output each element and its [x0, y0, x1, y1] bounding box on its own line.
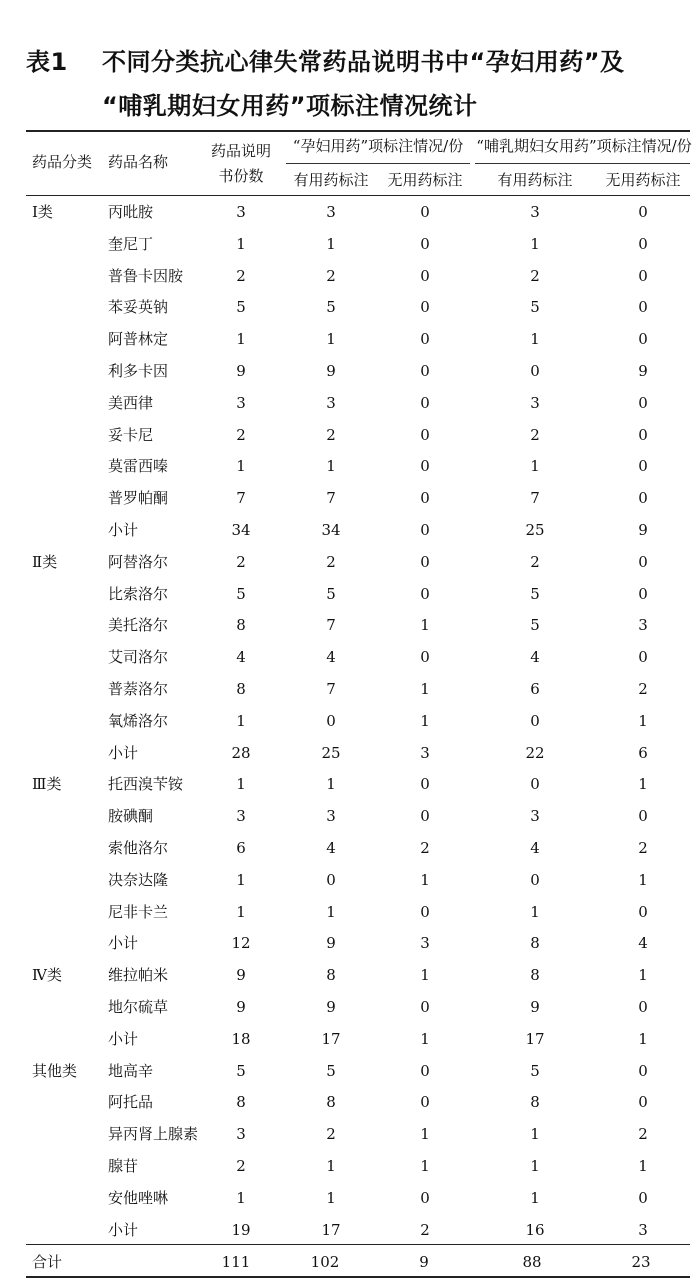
- category-cell: Ⅱ类: [32, 553, 58, 571]
- preg-labeled-cell: 2: [326, 1125, 336, 1143]
- preg-labeled-cell: 17: [321, 1221, 341, 1239]
- preg-labeled-cell: 4: [326, 839, 336, 857]
- preg-unlabeled-cell: 0: [420, 362, 430, 380]
- preg-unlabeled-cell: 1: [420, 871, 430, 889]
- lact-labeled-cell: 1: [530, 903, 540, 921]
- lact-labeled-cell: 0: [530, 775, 540, 793]
- drug-name-cell: 胺碘酮: [108, 807, 154, 825]
- preg-unlabeled-cell: 0: [420, 998, 430, 1016]
- count-cell: 5: [236, 298, 246, 316]
- drug-name-cell: 美西律: [108, 394, 154, 412]
- header-category: 药品分类: [32, 153, 93, 171]
- total-lact-unlabeled: 23: [631, 1253, 651, 1271]
- lactation-group-rule: [475, 163, 690, 164]
- preg-unlabeled-cell: 3: [420, 744, 430, 762]
- lact-labeled-cell: 1: [530, 330, 540, 348]
- count-cell: 4: [236, 648, 246, 666]
- table-caption: [26, 40, 696, 128]
- count-cell: 7: [236, 489, 246, 507]
- drug-name-cell: 小计: [108, 1030, 139, 1048]
- lact-labeled-cell: 16: [525, 1221, 545, 1239]
- drug-name-cell: 小计: [108, 744, 139, 762]
- count-cell: 5: [236, 585, 246, 603]
- preg-labeled-cell: 1: [326, 775, 336, 793]
- lact-unlabeled-cell: 9: [638, 362, 648, 380]
- lact-unlabeled-cell: 6: [638, 744, 648, 762]
- lact-unlabeled-cell: 4: [638, 934, 648, 952]
- lact-labeled-cell: 4: [530, 839, 540, 857]
- count-cell: 8: [236, 680, 246, 698]
- lact-unlabeled-cell: 0: [638, 457, 648, 475]
- lact-unlabeled-cell: 0: [638, 553, 648, 571]
- lact-labeled-cell: 1: [530, 1189, 540, 1207]
- lact-unlabeled-cell: 0: [638, 489, 648, 507]
- preg-unlabeled-cell: 0: [420, 553, 430, 571]
- header-count-line1: 药品说明: [210, 142, 272, 160]
- drug-name-cell: 莫雷西嗪: [108, 457, 169, 475]
- count-cell: 3: [236, 1125, 246, 1143]
- preg-unlabeled-cell: 1: [420, 1030, 430, 1048]
- lact-labeled-cell: 25: [525, 521, 545, 539]
- lact-labeled-cell: 22: [525, 744, 545, 762]
- count-cell: 3: [236, 394, 246, 412]
- lact-unlabeled-cell: 0: [638, 585, 648, 603]
- preg-unlabeled-cell: 0: [420, 1062, 430, 1080]
- count-cell: 18: [231, 1030, 251, 1048]
- lact-unlabeled-cell: 0: [638, 1189, 648, 1207]
- preg-labeled-cell: 8: [326, 1093, 336, 1111]
- count-cell: 1: [236, 871, 246, 889]
- lact-labeled-cell: 8: [530, 934, 540, 952]
- lact-unlabeled-cell: 1: [638, 1157, 648, 1175]
- preg-unlabeled-cell: 0: [420, 426, 430, 444]
- lact-unlabeled-cell: 0: [638, 1093, 648, 1111]
- header-preg-labeled: 有用药标注: [293, 171, 369, 189]
- preg-labeled-cell: 3: [326, 394, 336, 412]
- lact-unlabeled-cell: 0: [638, 426, 648, 444]
- drug-name-cell: 比索洛尔: [108, 585, 169, 603]
- lact-unlabeled-cell: 2: [638, 680, 648, 698]
- count-cell: 5: [236, 1062, 246, 1080]
- preg-labeled-cell: 1: [326, 903, 336, 921]
- preg-unlabeled-cell: 0: [420, 775, 430, 793]
- preg-unlabeled-cell: 0: [420, 235, 430, 253]
- lact-unlabeled-cell: 1: [638, 1030, 648, 1048]
- lact-labeled-cell: 8: [530, 1093, 540, 1111]
- lact-unlabeled-cell: 0: [638, 267, 648, 285]
- preg-labeled-cell: 2: [326, 426, 336, 444]
- drug-name-cell: 尼非卡兰: [108, 903, 169, 921]
- preg-unlabeled-cell: 1: [420, 712, 430, 730]
- preg-unlabeled-cell: 0: [420, 330, 430, 348]
- preg-labeled-cell: 3: [326, 203, 336, 221]
- drug-name-cell: 妥卡尼: [108, 426, 154, 444]
- preg-labeled-cell: 7: [326, 489, 336, 507]
- lact-unlabeled-cell: 1: [638, 966, 648, 984]
- drug-name-cell: 普萘洛尔: [108, 680, 169, 698]
- count-cell: 1: [236, 775, 246, 793]
- total-count: 111: [221, 1253, 251, 1271]
- lact-unlabeled-cell: 1: [638, 871, 648, 889]
- header-lactation-group: “哺乳期妇女用药”项标注情况/份: [476, 137, 692, 155]
- preg-labeled-cell: 0: [326, 871, 336, 889]
- lact-labeled-cell: 2: [530, 267, 540, 285]
- lact-labeled-cell: 17: [525, 1030, 545, 1048]
- lact-labeled-cell: 1: [530, 1125, 540, 1143]
- preg-unlabeled-cell: 1: [420, 1157, 430, 1175]
- drug-name-cell: 地尔硫草: [108, 998, 169, 1016]
- preg-unlabeled-cell: 0: [420, 267, 430, 285]
- preg-unlabeled-cell: 1: [420, 616, 430, 634]
- lact-labeled-cell: 1: [530, 235, 540, 253]
- lact-unlabeled-cell: 0: [638, 203, 648, 221]
- lact-labeled-cell: 0: [530, 712, 540, 730]
- lact-labeled-cell: 9: [530, 998, 540, 1016]
- preg-unlabeled-cell: 0: [420, 394, 430, 412]
- lact-unlabeled-cell: 0: [638, 235, 648, 253]
- drug-name-cell: 艾司洛尔: [108, 648, 169, 666]
- preg-labeled-cell: 1: [326, 457, 336, 475]
- drug-name-cell: 小计: [108, 934, 139, 952]
- lact-unlabeled-cell: 0: [638, 330, 648, 348]
- count-cell: 6: [236, 839, 246, 857]
- preg-unlabeled-cell: 0: [420, 648, 430, 666]
- count-cell: 2: [236, 1157, 246, 1175]
- count-cell: 8: [236, 1093, 246, 1111]
- lact-unlabeled-cell: 0: [638, 394, 648, 412]
- drug-name-cell: 索他洛尔: [108, 839, 169, 857]
- drug-name-cell: 腺苷: [108, 1157, 139, 1175]
- preg-labeled-cell: 9: [326, 362, 336, 380]
- drug-name-cell: 苯妥英钠: [108, 298, 169, 316]
- table-number: 表1: [26, 48, 68, 76]
- header-lact-labeled: 有用药标注: [497, 171, 573, 189]
- preg-labeled-cell: 7: [326, 616, 336, 634]
- count-cell: 1: [236, 330, 246, 348]
- preg-labeled-cell: 1: [326, 330, 336, 348]
- preg-labeled-cell: 3: [326, 807, 336, 825]
- preg-labeled-cell: 7: [326, 680, 336, 698]
- count-cell: 1: [236, 712, 246, 730]
- preg-unlabeled-cell: 0: [420, 807, 430, 825]
- drug-name-cell: 异丙肾上腺素: [108, 1125, 199, 1143]
- lact-labeled-cell: 4: [530, 648, 540, 666]
- lact-unlabeled-cell: 0: [638, 298, 648, 316]
- preg-unlabeled-cell: 0: [420, 489, 430, 507]
- category-cell: Ⅳ类: [32, 966, 62, 984]
- count-cell: 2: [236, 553, 246, 571]
- category-cell: Ⅲ类: [32, 775, 62, 793]
- lact-labeled-cell: 3: [530, 203, 540, 221]
- count-cell: 2: [236, 267, 246, 285]
- drug-name-cell: 奎尼丁: [108, 235, 154, 253]
- drug-name-cell: 小计: [108, 1221, 139, 1239]
- lact-labeled-cell: 0: [530, 871, 540, 889]
- lact-labeled-cell: 0: [530, 362, 540, 380]
- lact-labeled-cell: 5: [530, 585, 540, 603]
- preg-labeled-cell: 5: [326, 1062, 336, 1080]
- drug-name-cell: 氧烯洛尔: [108, 712, 169, 730]
- lact-labeled-cell: 5: [530, 616, 540, 634]
- total-lact-labeled: 88: [522, 1253, 542, 1271]
- lact-unlabeled-cell: 0: [638, 807, 648, 825]
- lact-unlabeled-cell: 0: [638, 998, 648, 1016]
- count-cell: 3: [236, 203, 246, 221]
- drug-name-cell: 普鲁卡因胺: [108, 267, 184, 285]
- preg-unlabeled-cell: 0: [420, 903, 430, 921]
- drug-name-cell: 安他唑啉: [108, 1189, 169, 1207]
- count-cell: 34: [231, 521, 251, 539]
- count-cell: 12: [231, 934, 251, 952]
- total-label: 合计: [32, 1253, 63, 1271]
- count-cell: 3: [236, 807, 246, 825]
- header-drug-name: 药品名称: [108, 153, 169, 171]
- pregnancy-group-rule: [286, 163, 470, 164]
- preg-labeled-cell: 1: [326, 235, 336, 253]
- preg-unlabeled-cell: 3: [420, 934, 430, 952]
- preg-labeled-cell: 9: [326, 934, 336, 952]
- lact-unlabeled-cell: 2: [638, 1125, 648, 1143]
- table-bottom-rule: [26, 1276, 690, 1278]
- preg-labeled-cell: 2: [326, 553, 336, 571]
- count-cell: 1: [236, 903, 246, 921]
- drug-name-cell: 丙吡胺: [108, 203, 154, 221]
- lact-labeled-cell: 2: [530, 426, 540, 444]
- preg-labeled-cell: 8: [326, 966, 336, 984]
- lact-labeled-cell: 1: [530, 457, 540, 475]
- header-count-line2: 书份数: [218, 167, 264, 185]
- lact-unlabeled-cell: 1: [638, 775, 648, 793]
- preg-labeled-cell: 2: [326, 267, 336, 285]
- lact-labeled-cell: 2: [530, 553, 540, 571]
- drug-name-cell: 地高辛: [108, 1062, 154, 1080]
- lact-unlabeled-cell: 2: [638, 839, 648, 857]
- category-cell: Ⅰ类: [32, 203, 53, 221]
- total-preg-unlabeled: 9: [419, 1253, 429, 1271]
- preg-unlabeled-cell: 1: [420, 966, 430, 984]
- preg-labeled-cell: 5: [326, 298, 336, 316]
- table-top-rule: [26, 130, 690, 132]
- preg-unlabeled-cell: 2: [420, 1221, 430, 1239]
- count-cell: 1: [236, 457, 246, 475]
- preg-labeled-cell: 1: [326, 1157, 336, 1175]
- lact-unlabeled-cell: 0: [638, 1062, 648, 1080]
- drug-name-cell: 美托洛尔: [108, 616, 169, 634]
- preg-labeled-cell: 1: [326, 1189, 336, 1207]
- preg-unlabeled-cell: 0: [420, 1189, 430, 1207]
- lact-unlabeled-cell: 3: [638, 616, 648, 634]
- preg-unlabeled-cell: 0: [420, 457, 430, 475]
- count-cell: 8: [236, 616, 246, 634]
- lact-labeled-cell: 1: [530, 1157, 540, 1175]
- preg-labeled-cell: 17: [321, 1030, 341, 1048]
- count-cell: 1: [236, 1189, 246, 1207]
- header-preg-unlabeled: 无用药标注: [387, 171, 463, 189]
- lact-unlabeled-cell: 1: [638, 712, 648, 730]
- lact-labeled-cell: 7: [530, 489, 540, 507]
- drug-name-cell: 阿普林定: [108, 330, 169, 348]
- lact-unlabeled-cell: 0: [638, 903, 648, 921]
- header-lact-unlabeled: 无用药标注: [605, 171, 681, 189]
- lact-labeled-cell: 5: [530, 1062, 540, 1080]
- drug-name-cell: 阿替洛尔: [108, 553, 169, 571]
- preg-unlabeled-cell: 0: [420, 1093, 430, 1111]
- drug-name-cell: 小计: [108, 521, 139, 539]
- caption-line-2: “哺乳期妇女用药”项标注情况统计: [102, 92, 478, 120]
- preg-labeled-cell: 0: [326, 712, 336, 730]
- lact-labeled-cell: 8: [530, 966, 540, 984]
- lact-labeled-cell: 3: [530, 807, 540, 825]
- drug-name-cell: 维拉帕米: [108, 966, 169, 984]
- preg-unlabeled-cell: 0: [420, 521, 430, 539]
- count-cell: 19: [231, 1221, 251, 1239]
- total-top-rule: [26, 1244, 690, 1245]
- lact-labeled-cell: 3: [530, 394, 540, 412]
- preg-unlabeled-cell: 1: [420, 1125, 430, 1143]
- preg-unlabeled-cell: 2: [420, 839, 430, 857]
- preg-labeled-cell: 34: [321, 521, 341, 539]
- category-cell: 其他类: [32, 1062, 78, 1080]
- count-cell: 9: [236, 966, 246, 984]
- preg-labeled-cell: 25: [321, 744, 341, 762]
- preg-unlabeled-cell: 0: [420, 298, 430, 316]
- header-bottom-rule: [26, 195, 690, 196]
- drug-name-cell: 利多卡因: [108, 362, 169, 380]
- preg-unlabeled-cell: 0: [420, 585, 430, 603]
- preg-unlabeled-cell: 0: [420, 203, 430, 221]
- lact-unlabeled-cell: 9: [638, 521, 648, 539]
- lact-labeled-cell: 5: [530, 298, 540, 316]
- preg-unlabeled-cell: 1: [420, 680, 430, 698]
- caption-line-1: 不同分类抗心律失常药品说明书中“孕妇用药”及: [102, 48, 625, 76]
- lact-unlabeled-cell: 0: [638, 648, 648, 666]
- drug-name-cell: 阿托品: [108, 1093, 154, 1111]
- preg-labeled-cell: 9: [326, 998, 336, 1016]
- count-cell: 2: [236, 426, 246, 444]
- count-cell: 1: [236, 235, 246, 253]
- preg-labeled-cell: 4: [326, 648, 336, 666]
- preg-labeled-cell: 5: [326, 585, 336, 603]
- drug-name-cell: 托西溴苄铵: [108, 775, 184, 793]
- count-cell: 9: [236, 362, 246, 380]
- total-preg-labeled: 102: [310, 1253, 340, 1271]
- drug-name-cell: 普罗帕酮: [108, 489, 169, 507]
- drug-name-cell: 决奈达隆: [108, 871, 169, 889]
- count-cell: 28: [231, 744, 251, 762]
- lact-labeled-cell: 6: [530, 680, 540, 698]
- count-cell: 9: [236, 998, 246, 1016]
- header-pregnancy-group: “孕妇用药”项标注情况/份: [292, 137, 464, 155]
- lact-unlabeled-cell: 3: [638, 1221, 648, 1239]
